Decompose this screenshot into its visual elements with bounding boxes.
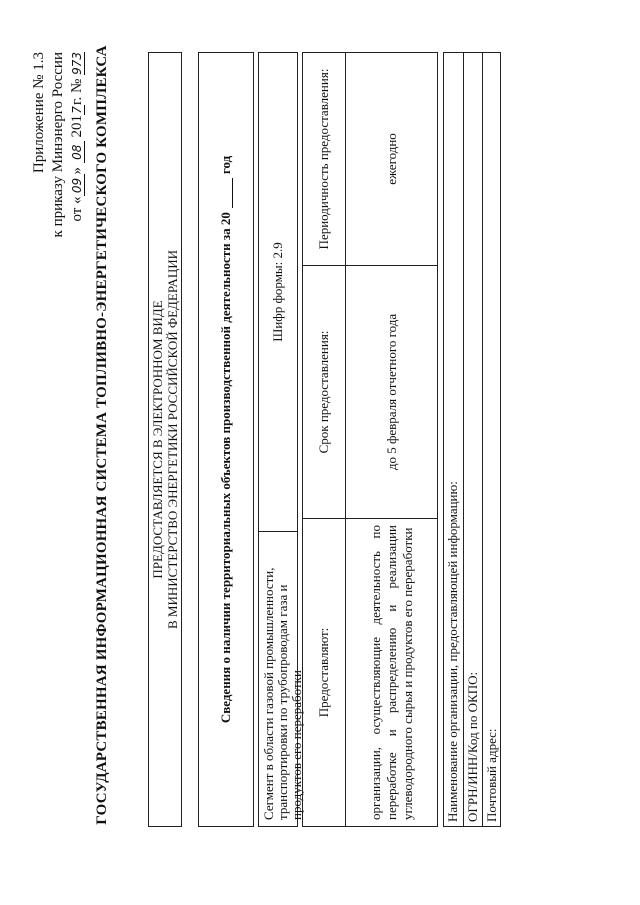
- submission-table: [302, 52, 438, 827]
- approval-order-number: 973: [70, 52, 84, 75]
- main-title: ГОСУДАРСТВЕННАЯ ИНФОРМАЦИОННАЯ СИСТЕМА ТОПЛИВНО-ЭНЕРГЕТИЧЕСКОГО КОМПЛЕКСА: [94, 45, 110, 825]
- approval-block: [30, 52, 87, 237]
- report-title: Сведения о наличии территориальных объектов производственной деятельности за 20: [218, 212, 233, 724]
- report-title-box: [198, 52, 254, 827]
- year-blank: [220, 178, 233, 208]
- approval-order: к приказу Минэнерго России: [50, 52, 66, 238]
- table-header-row: [303, 53, 346, 827]
- header-deadline: Срок предоставления:: [303, 266, 346, 519]
- header-providers: Предоставляют:: [303, 519, 346, 827]
- approval-day: 09: [70, 174, 85, 196]
- approval-date-line: от «09» 08 2017г. № 973: [69, 52, 85, 222]
- approval-month: 08: [70, 141, 85, 163]
- submission-box: [148, 52, 182, 827]
- segment-text: Сегмент в области газовой промышленности, транспортировки по трубопроводам газа и продуктов его переработки: [259, 531, 297, 826]
- submission-line-1: ПРЕДОСТАВЛЯЕТСЯ В ЭЛЕКТРОННОМ ВИДЕ: [150, 300, 165, 579]
- org-name-field[interactable]: Наименование организации, предоставляющей информацию:: [445, 481, 460, 822]
- header-periodicity: Периодичность предоставления:: [303, 53, 346, 266]
- submission-line-2: В МИНИСТЕРСТВО ЭНЕРГЕТИКИ РОССИЙСКОЙ ФЕДЕРАЦИИ: [165, 250, 180, 629]
- form-code: Шифр формы: 2.9: [270, 242, 285, 342]
- segment-box: [258, 52, 304, 827]
- approval-year-digit: 7: [70, 106, 84, 114]
- ogrn-field[interactable]: ОГРН/ИНН/Код по ОКПО:: [463, 53, 482, 826]
- organization-fields: [443, 52, 501, 827]
- cell-deadline: до 5 февраля отчетного года: [346, 266, 438, 519]
- approval-appendix: Приложение № 1.3: [31, 52, 47, 174]
- postal-address-field[interactable]: Почтовый адрес:: [482, 53, 501, 826]
- cell-providers: организации, осуществляющие деятельность по переработке и распределению и реализации углеводородного сырья и продуктов его переработки: [346, 519, 438, 827]
- cell-periodicity: ежегодно: [346, 53, 438, 266]
- table-row: [346, 53, 438, 827]
- report-title-suffix: год: [218, 155, 233, 175]
